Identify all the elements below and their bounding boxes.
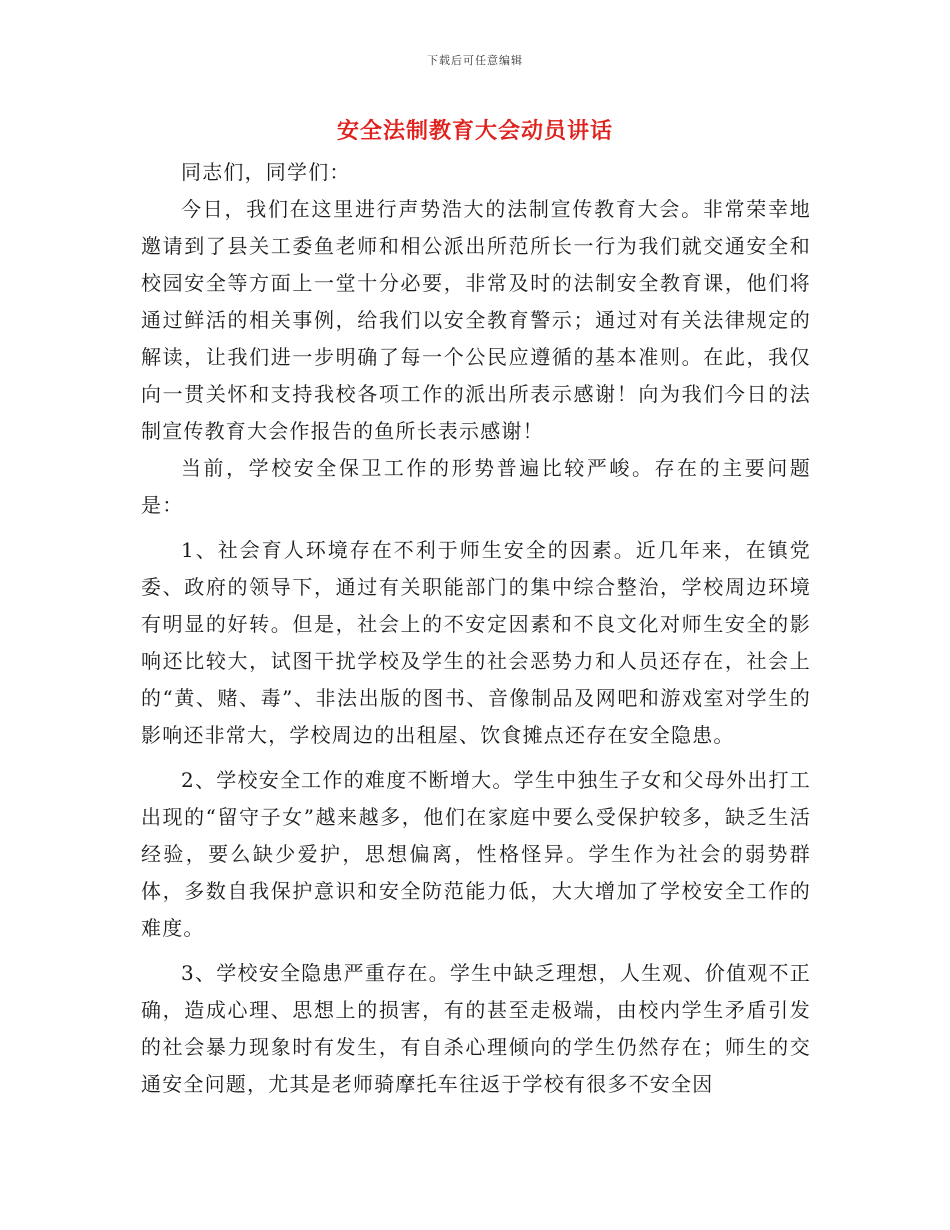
document-title: 安全法制教育大会动员讲话 bbox=[336, 118, 613, 144]
paragraph-issue-2: 2、学校安全工作的难度不断增大。学生中独生子女和父母外出打工出现的“留守子女”越来越多，他们在家庭中要么受保护较多，缺乏生活经验，要么缺少爱护，思想偏离，性格怪异。学生作为社会的弱势群体，多数自我保护意识和安全防范能力低，大大增加了学校安全工作的难度。 bbox=[141, 768, 811, 940]
paragraph-situation: 当前，学校安全保卫工作的形势普遍比较严峻。存在的主要问题是： bbox=[141, 456, 811, 517]
paragraph-intro: 今日，我们在这里进行声势浩大的法制宣传教育大会。非常荣幸地邀请到了县关工委鱼老师和相公派出所范所长一行为我们就交通安全和校园安全等方面上一堂十分必要，非常及时的法制安全教育课，他们将通过鲜活的相关事例，给我们以安全教育警示；通过对有关法律规定的解读，让我们进一步明确了每一个公民应遵循的基本准则。在此，我仅向一贯关怀和支持我校各项工作的派出所表示感谢！向为我们今日的法制宣传教育大会作报告的鱼所长表示感谢！ bbox=[141, 197, 811, 443]
document-body bbox=[141, 154, 811, 1103]
header-note: 下载后可任意编辑 bbox=[427, 54, 523, 67]
greeting: 同志们，同学们： bbox=[181, 160, 351, 184]
paragraph-issue-3: 3、学校安全隐患严重存在。学生中缺乏理想，人生观、价值观不正确，造成心理、思想上的损害，有的甚至走极端，由校内学生矛盾引发的社会暴力现象时有发生，有自杀心理倾向的学生仍然存在；师生的交通安全问题，尤其是老师骑摩托车往返于学校有很多不安全因 bbox=[141, 961, 811, 1096]
paragraph-issue-1: 1、社会育人环境存在不利于师生安全的因素。近几年来，在镇党委、政府的领导下，通过有关职能部门的集中综合整治，学校周边环境有明显的好转。但是，社会上的不安定因素和不良文化对师生安全的影响还比较大，试图干扰学校及学生的社会恶势力和人员还存在，社会上的“黄、赌、毒”、非法出版的图书、音像制品及网吧和游戏室对学生的影响还非常大，学校周边的出租屋、饮食摊点还存在安全隐患。 bbox=[141, 538, 811, 747]
